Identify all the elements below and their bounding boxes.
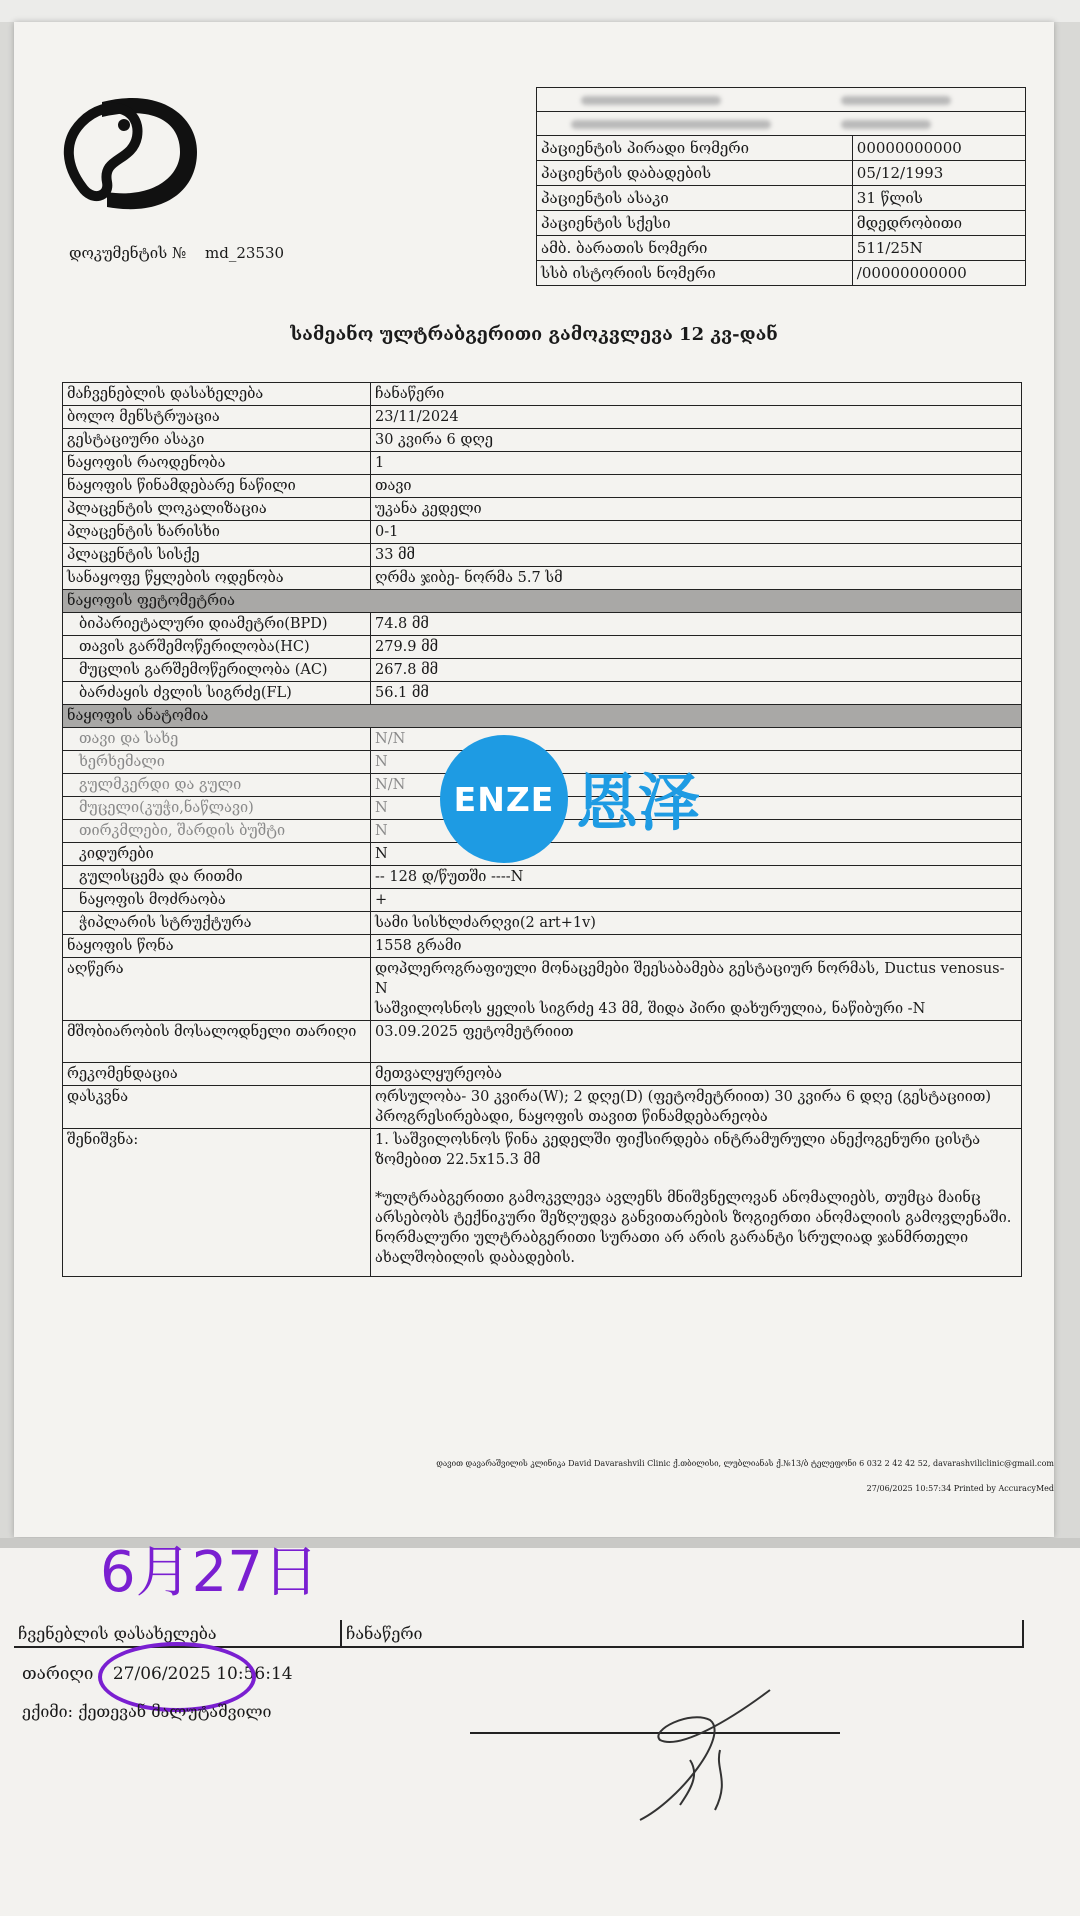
table-row: პლაცენტის ხარისხი 0-1 — [63, 521, 1022, 544]
document-number-label: დოკუმენტის № — [69, 244, 187, 262]
table-row: გესტაციური ასაკი 30 კვირა 6 დღე — [63, 429, 1022, 452]
handwritten-date-annotation: 6月27日 — [100, 1540, 319, 1605]
signature-icon — [620, 1680, 800, 1830]
indicator-label: ჩვენებლის დასახელება — [14, 1620, 341, 1647]
patient-id-value: 00000000000 — [852, 136, 1025, 161]
note-line-2: *ულტრაბგერითი გამოკვლევა ავლენს მნიშვნელოვან ანომალიებს, თუმცა მაინც არსებობს ტექნიკური შეზღუდვა განვითარების ზოგიერთი ანომალიის გამოვლენაში. ნორმალური ულტრაბგერითი სურათი არ არის გარანტი სრულიად ჯანმრთელი ახალშობილის დაბადების. — [375, 1190, 1012, 1266]
recommendation-row: რეკომენდაცია მეთვალყურეობა — [63, 1063, 1022, 1086]
footer-print-info: 27/06/2025 10:57:34 Printed by AccuracyMed — [866, 1484, 1054, 1493]
note-line-1: 1. საშვილოსნოს წინა კედელში ფიქსირდება ინტრამურული ანექოგენური ცისტა ზომებით 22.5x15.3 მმ — [375, 1132, 981, 1168]
table-row: მუცლის გარშემოწერილობა (AC) 267.8 მმ — [63, 659, 1022, 682]
patient-sex-value: მდედრობითი — [852, 211, 1025, 236]
table-row: კიდურები N — [63, 843, 1022, 866]
patient-sex-label: პაციენტის სქესი — [537, 211, 853, 236]
history-number-value: /00000000000 — [852, 261, 1025, 286]
description-row: აღწერა დოპლეროგრაფიული მონაცემები შეესაბამება გესტაციურ ნორმას, Ductus venosus-N საშვილოსნოს ყელის სიგრძე 43 მმ, შიდა პირი დახურულია, ნაწიბური -N — [63, 958, 1022, 1021]
description-line-2: საშვილოსნოს ყელის სიგრძე 43 მმ, შიდა პირი დახურულია, ნაწიბური -N — [375, 1001, 926, 1017]
note-row: შენიშვნა: 1. საშვილოსნოს წინა კედელში ფიქსირდება ინტრამურული ანექოგენური ცისტა ზომებით 22.5x15.3 მმ *ულტრაბგერითი გამოკვლევა ავლენს მნიშვნელოვან ანომალიებს, თუმცა მაინც არსებობს ტექნიკური შეზღუდვა განვითარების ზოგიერთი ანომალიის გამოვლენაში. ნორმალური ულტრაბგერითი სურათი არ არის გარანტი სრულიად ჯანმრთელი ახალშობილის დაბადების. — [63, 1129, 1022, 1277]
table-row: თავი და სახე N/N — [63, 728, 1022, 751]
patient-age-value: 31 წლის — [852, 186, 1025, 211]
footer-address: დავით დავარაშვილის კლინიკა David Davarashvili Clinic ქ.თბილისი, ლუბლიანას ქ.№13/ბ ტელეფონი 6 032 2 42 42 52, davarashviliclinic@gmail.com — [436, 1459, 1054, 1468]
section-header-fetometry: ნაყოფის ფეტომეტრია — [63, 590, 1022, 613]
table-row: ხერხემალი N — [63, 751, 1022, 774]
due-date-row: მშობიარობის მოსალოდნელი თარიღი 03.09.2025 ფეტომეტრიით — [63, 1021, 1022, 1063]
clinic-logo-icon — [62, 77, 202, 227]
table-row: მუცელი(კუჭი,ნაწლავი) N — [63, 797, 1022, 820]
record-label: ჩანაწერი — [341, 1620, 1023, 1647]
redacted-row — [537, 112, 1026, 136]
document-number — [69, 244, 284, 262]
table-row: მაჩვენებლის დასახელება ჩანაწერი — [63, 383, 1022, 406]
conclusion-row: დასკვნა ორსულობა- 30 კვირა(W); 2 დღე(D) (ფეტომეტრიით) 30 კვირა 6 დღე (გესტაციით) პროგრესირებადი, ნაყოფის თავით წინამდებარეობა — [63, 1086, 1022, 1129]
top-strip — [0, 0, 1080, 22]
table-row: ნაყოფის წონა 1558 გრამი — [63, 935, 1022, 958]
patient-id-label: პაციენტის პირადი ნომერი — [537, 136, 853, 161]
section-header-anatomy: ნაყოფის ანატომია — [63, 705, 1022, 728]
table-row: პლაცენტის ლოკალიზაცია უკანა კედელი — [63, 498, 1022, 521]
table-row: თირკმლები, შარდის ბუშტი N — [63, 820, 1022, 843]
card-number-value: 511/25N — [852, 236, 1025, 261]
table-row: ბოლო მენსტრუაცია 23/11/2024 — [63, 406, 1022, 429]
watermark-chinese: 恩泽 — [576, 766, 701, 839]
card-number-label: ამბ. ბარათის ნომერი — [537, 236, 853, 261]
patient-info-table — [536, 87, 1026, 286]
date-label: თარიღი — [22, 1664, 94, 1684]
table-row: ნაყოფის მოძრაობა + — [63, 889, 1022, 912]
table-row: პლაცენტის სისქე 33 მმ — [63, 544, 1022, 567]
watermark — [440, 735, 780, 865]
date-value: 27/06/2025 10:56:14 — [112, 1664, 293, 1684]
table-row: სანაყოფე წყლების ოდენობა ღრმა ჯიბე- ნორმა 5.7 სმ — [63, 567, 1022, 590]
table-row: ბარძაყის ძვლის სიგრძე(FL) 56.1 მმ — [63, 682, 1022, 705]
doctor-name: ექიმი: ქეთევან მალუტაშვილი — [22, 1702, 272, 1721]
table-row: გულისცემა და რითმი -- 128 დ/წუთში ----N — [63, 866, 1022, 889]
table-row: თავის გარშემოწერილობა(HC) 279.9 მმ — [63, 636, 1022, 659]
patient-birth-value: 05/12/1993 — [852, 161, 1025, 186]
patient-age-label: პაციენტის ასაკი — [537, 186, 853, 211]
description-line-1: დოპლეროგრაფიული მონაცემები შეესაბამება გესტაციურ ნორმას, Ductus venosus-N — [375, 961, 1005, 997]
page-title: სამეანო ულტრაბგერითი გამოკვლევა 12 კვ-დან — [290, 324, 778, 345]
table-row: ნაყოფის წინამდებარე ნაწილი თავი — [63, 475, 1022, 498]
table-row: ბიპარიეტალური დიამეტრი(BPD) 74.8 მმ — [63, 613, 1022, 636]
table-row: ჭიპლარის სტრუქტურა სამი სისხლძარღვი(2 art+1v) — [63, 912, 1022, 935]
table-row: ნაყოფის რაოდენობა 1 — [63, 452, 1022, 475]
table-row: გულმკერდი და გული N/N — [63, 774, 1022, 797]
watermark-logo: ENZE — [440, 735, 568, 863]
history-number-label: სსბ ისტორიის ნომერი — [537, 261, 853, 286]
redacted-row — [537, 88, 1026, 112]
document-number-value: md_23530 — [205, 244, 285, 262]
patient-birth-label: პაციენტის დაბადების — [537, 161, 853, 186]
